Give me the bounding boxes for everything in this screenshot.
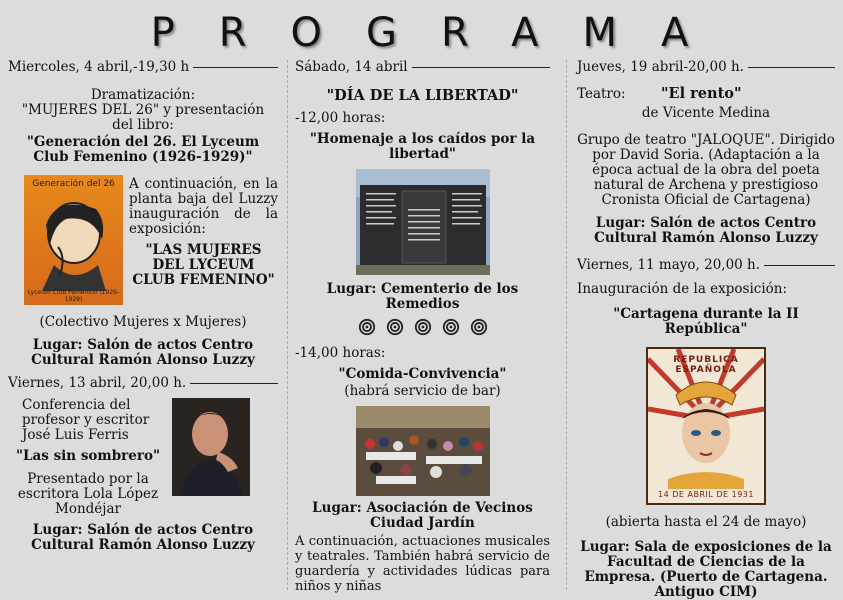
exhibition-intro: A continuación, en la planta baja del Luzzy inauguración de la exposición:: [129, 176, 278, 237]
book-title: "Generación del 26. El Lyceum Club Femenino (1926-1929)": [26, 134, 260, 165]
column-1: [8, 58, 278, 553]
event-date: Viernes, 11 mayo, 20,00 h.: [577, 256, 835, 274]
day-heading: "DÍA DE LA LIBERTAD": [326, 87, 519, 104]
event-date: Viernes, 13 abril, 20,00 h.: [8, 374, 278, 392]
spiral-icon: [470, 318, 488, 336]
venue: Lugar: Sala de exposiciones de la Facultad de Ciencias de la Empresa. (Puerto de Cartagena. Antiguo CIM): [580, 539, 832, 600]
book-cover-image: Generación del 26 Lyceum Club Femenino (1926-1929): [24, 175, 123, 305]
meal-photo: [356, 406, 490, 496]
event-date: Sábado, 14 abril: [295, 58, 550, 76]
exhibition-title: "LAS MUJERES DEL LYCEUM CLUB FEMENINO": [132, 242, 275, 288]
inauguration-label: Inauguración de la exposición:: [577, 281, 788, 297]
venue: Lugar: Asociación de Vecinos Ciudad Jardín: [312, 500, 533, 531]
exhibition-title: "Cartagena durante la II República": [613, 306, 799, 337]
event-date: Jueves, 19 abril-20,00 h.: [577, 58, 835, 76]
column-divider: [566, 60, 568, 590]
meal-title: "Comida-Convivencia": [338, 366, 507, 382]
talk-title: "Las sin sombrero": [16, 448, 160, 464]
additional-activities: A continuación, actuaciones musicales y teatrales. También habrá servicio de guardería y actividades lúdicas para niños y niñas: [295, 534, 550, 594]
collective-text: (Colectivo Mujeres x Mujeres): [39, 314, 247, 330]
dramatization-text: "MUJERES DEL 26" y presentación: [21, 102, 265, 118]
play-title: "El rento": [661, 85, 742, 102]
event-date: Miercoles, 4 abril,-19,30 h: [8, 58, 278, 76]
venue: Lugar: Salón de actos Centro Cultural Ramón Alonso Luzzy: [31, 522, 255, 553]
exhibition-duration: (abierta hasta el 24 de mayo): [605, 514, 807, 530]
dramatization-label: Dramatización:: [90, 87, 196, 103]
venue: Lugar: Salón de actos Centro Cultural Ramón Alonso Luzzy: [594, 215, 818, 246]
speaker-photo: [172, 398, 250, 496]
spiral-icon: [386, 318, 404, 336]
presenter-text: Presentado por la escritora Lola López Mondéjar: [17, 471, 159, 517]
bar-note: (habrá servicio de bar): [344, 383, 501, 399]
republic-poster-image: REPUBLICA ESPAÑOLA 14 DE ABRIL DE 1931: [646, 347, 766, 505]
column-2: [295, 58, 550, 594]
spiral-icon: [414, 318, 432, 336]
decorative-spirals: [295, 318, 550, 336]
theatre-label: Teatro:: [577, 86, 626, 102]
spiral-icon: [442, 318, 460, 336]
spiral-icon: [358, 318, 376, 336]
cemetery-photo: [356, 169, 490, 275]
page-title: PROGRAMA: [150, 10, 733, 56]
column-divider: [287, 60, 289, 590]
theatre-group: Grupo de teatro "JALOQUE". Dirigido por David Soria. (Adaptación a la época actual de la obra del poeta natural de Archena y prestigioso Cronista Oficial de Cartagena): [577, 132, 835, 208]
column-3: [577, 58, 835, 600]
tribute-title: "Homenaje a los caídos por la libertad": [309, 131, 536, 162]
conference-text: Conferencia del profesor y escritor José Luis Ferris: [22, 397, 150, 443]
event-time: -14,00 horas:: [295, 345, 386, 361]
event-time: -12,00 horas:: [295, 110, 386, 126]
venue: Lugar: Cementerio de los Remedios: [326, 281, 519, 312]
play-author: de Vicente Medina: [641, 105, 771, 121]
dramatization-text: del libro:: [112, 117, 174, 133]
venue: Lugar: Salón de actos Centro Cultural Ramón Alonso Luzzy: [31, 337, 255, 368]
